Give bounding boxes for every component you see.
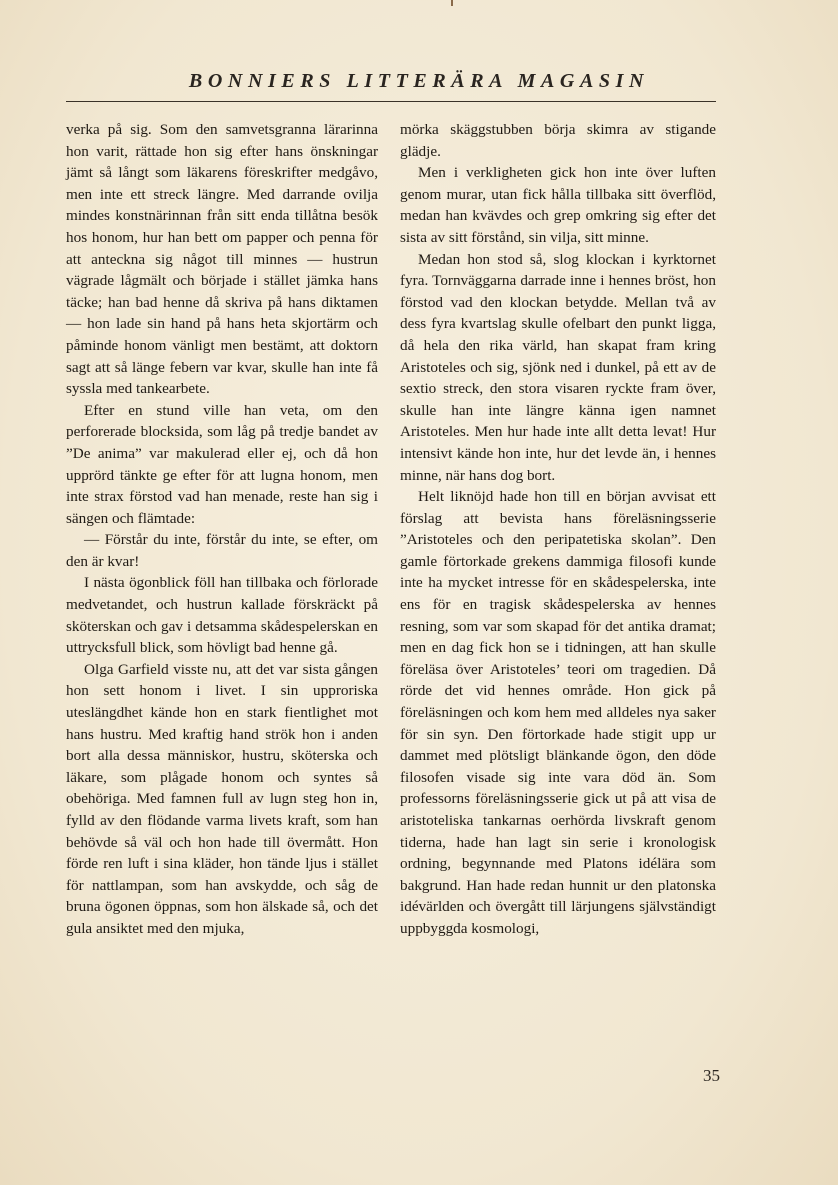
paragraph: — Förstår du inte, förstår du inte, se efter, om den är kvar!: [66, 531, 378, 570]
paragraph: Efter en stund ville han veta, om den perforerade blocksida, som låg på tredje bandet av ”De anima” var makulerad eller ej, och då hon upprörd tänkte ge efter för att lugna honom, men inte strax förstod vad han menade, reste han sig i sängen och flämtade:: [66, 401, 378, 527]
paragraph: Helt liknöjd hade hon till en början avvisat ett förslag att bevista hans föreläsningsserie ”Aristoteles och den peripatetiska skolan”. Den gamle förtorkade grekens dammiga filosofi kunde inte ha mycket intresse för en skådespelerska, inte ens för en tragisk skådespelerska av hennes resning, som var som skapad för det antika dramat; men en dag fick hon se i tidningen, att han skulle föreläsa över Aristoteles’ teori om tragedien. Då rörde det vid hennes område. Hon gick på föreläsningen och kom hem med alldeles nya saker för sin syn. Den förtorkade hade stigit upp ur dammet med plötsligt blänkande ögon, den döde filosofen visade sig inte vara död än. Som professorns föreläsningsserie gick ut på att visa de aristoteliska tankarnas oerhörda livskraft genom tiderna, hade han lagt sin serie i kronologisk ordning, begynnande med Platons idélära som bakgrund. Han hade redan hunnit ur den platonska idévärlden och övergått till lärjungens självständigt uppbyggda kosmologi,: [400, 488, 716, 937]
paragraph: verka på sig. Som den samvetsgranna lärarinna hon varit, rättade hon sig efter hans önskningar jämt så långt som läkarens föreskrifter medgåvo, men inte ett streck längre. Med darrande ovilja mindes konstnärinnan från sitt enda tillåtna besök hos honom, hur han bett om papper och penna för att anteckna sig något till minnes — hustrun vägrade lågmält och började i stället jämka hans täcke; han bad henne då skriva på hans diktamen — hon lade sin hand på hans heta skjortärm och påminde honom vänligt men bestämt, att doktorn sagt att så länge febern var kvar, skulle han inte få syssla med tankearbete.: [66, 121, 378, 398]
left-text-column: [66, 119, 378, 940]
right-text-column: [400, 119, 716, 940]
page-number: 35: [703, 1066, 720, 1085]
paragraph: Olga Garfield visste nu, att det var sista gången hon sett honom i livet. I sin upproriska uteslängdhet kände hon en stark fientlighet mot hans hustru. Med kraftig hand strök hon i anden bort alla dessa människor, hustru, sköterska och läkare, som plågade honom och syntes så obehöriga. Med famnen full av lugn steg hon in, fylld av den flödande varma livets kraft, som han behövde så väl och hon hade till övermått. Hon förde ren luft i sina kläder, hon tände ljus i stället för nattlampan, som han avskydde, och såg de bruna ögonen öppnas, som hon älskade så, och det gula ansiktet med den mjuka,: [66, 660, 378, 937]
paragraph: Men i verkligheten gick hon inte över luften genom murar, utan fick hålla tillbaka sitt överflöd, medan han kvävdes och grep omkring sig efter det sista av sitt förstånd, sin vilja, sitt minne.: [400, 164, 716, 246]
running-header-title: BONNIERS LITTERÄRA MAGASIN: [188, 70, 650, 92]
paragraph: mörka skäggstubben börja skimra av stigande glädje.: [400, 121, 716, 160]
paragraph: I nästa ögonblick föll han tillbaka och förlorade medvetandet, och hustrun kallade förskräckt på sköterskan och gav i detsamma skådespelerskan en uttrycksfull blick, som hövligt bad henne gå.: [66, 574, 378, 657]
header-rule: [66, 101, 716, 102]
paragraph: Medan hon stod så, slog klockan i kyrktornet fyra. Tornväggarna darrade inne i hennes bröst, hon förstod vad den klockan betydde. Mellan två av dess fyra kvartslag skulle ofelbart den punkt ligga, då hela den rika värld, han skapat fram kring Aristoteles och sig, sjönk ned i dunkel, på ett av de sextio streck, den stora visaren ryckte fram över, skulle han inte längre känna igen namnet Aristoteles. Men hur hade inte allt detta levat! Hur intensivt kände hon inte, hur det levde än, i hennes minne, när hans dog bort.: [400, 250, 716, 484]
paper-edge-mark: [451, 0, 453, 6]
